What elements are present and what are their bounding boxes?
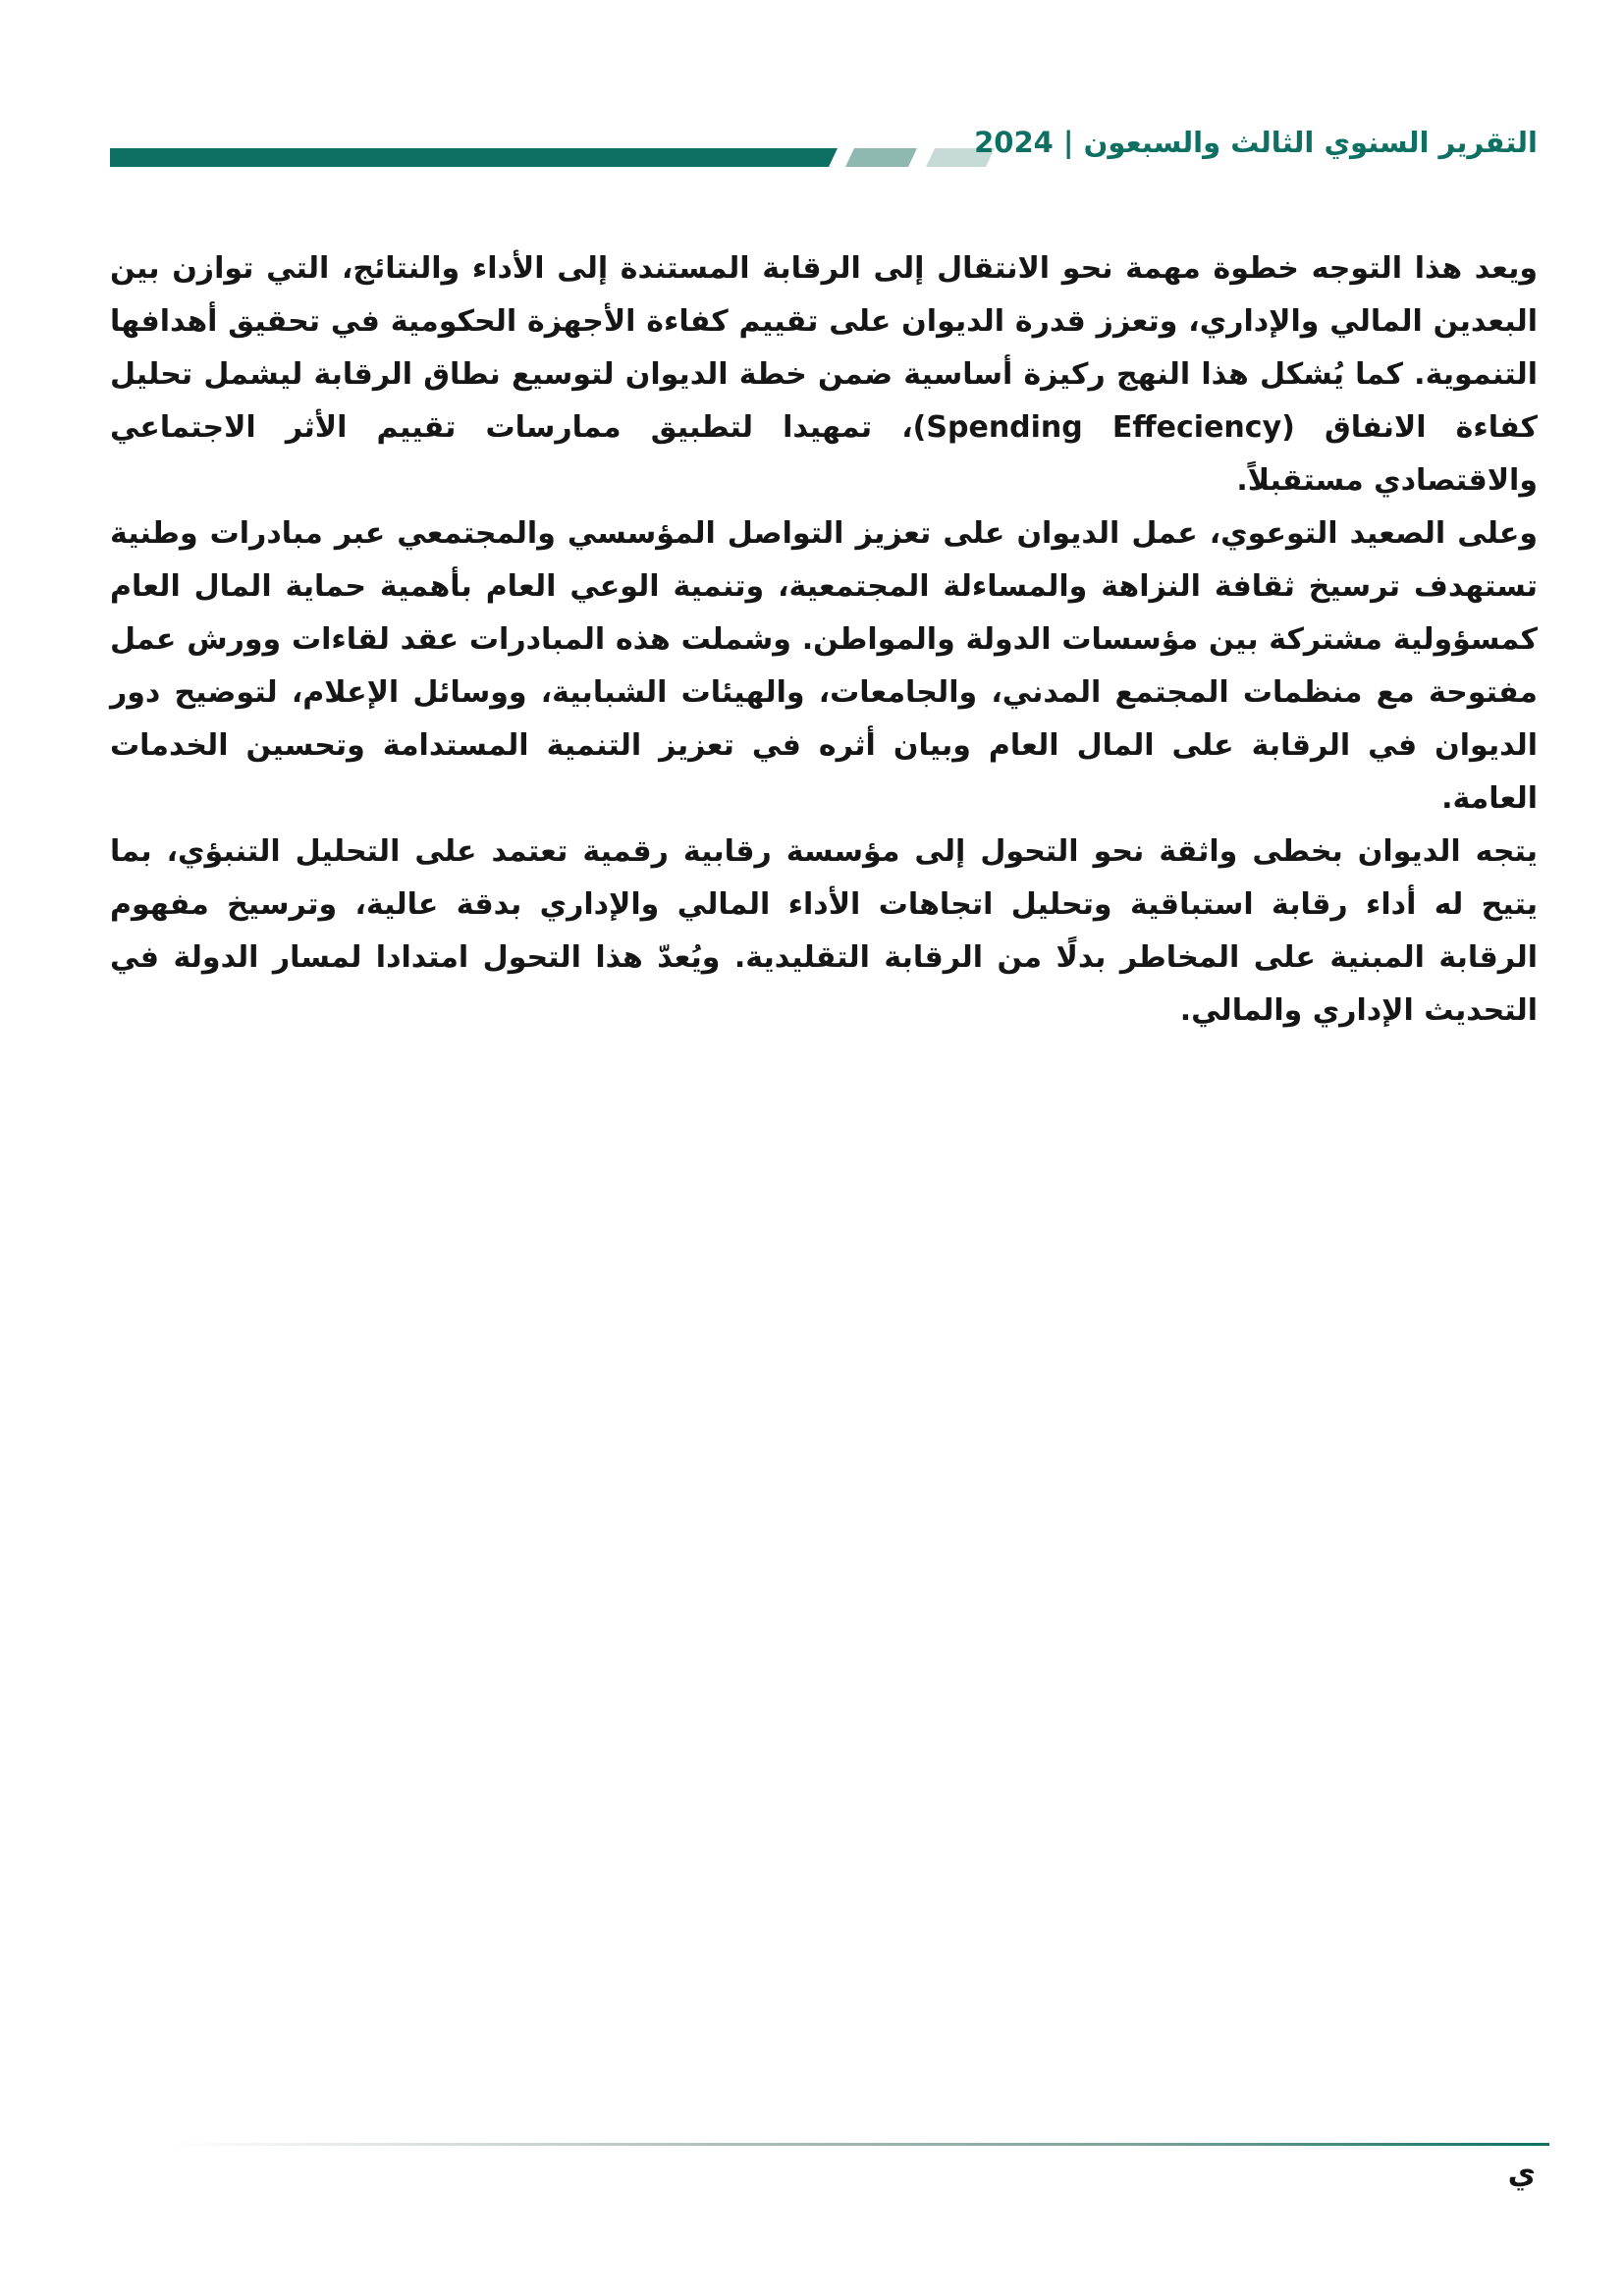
body-paragraph: وعلى الصعيد التوعوي، عمل الديوان على تعزيز التواصل المؤسسي والمجتمعي عبر مبادرات وطنية تستهدف ترسيخ ثقافة النزاهة والمساءلة المجتمعية، وتنمية الوعي العام بأهمية حماية المال العام كمسؤولية مشتركة بين مؤسسات الدولة والمواطن. وشملت هذه المبادرات عقد لقاءات وورش عمل مفتوحة مع منظمات المجتمع المدني، والجامعات، والهيئات الشبابية، ووسائل الإعلام، لتوضيح دور الديوان في الرقابة على المال العام وبيان أثره في تعزيز التنمية المستدامة وتحسين الخدمات العامة. — [110, 516, 1538, 816]
page-number: ي — [1507, 2156, 1536, 2191]
header-accent-bar — [110, 148, 838, 167]
header-accent-segment-medium — [845, 148, 917, 167]
page-header — [0, 0, 1624, 196]
report-header-title: التقرير السنوي الثالث والسبعون | 2024 — [974, 126, 1538, 159]
report-body — [110, 242, 1538, 1038]
body-paragraph: يتجه الديوان بخطى واثقة نحو التحول إلى مؤسسة رقابية رقمية تعتمد على التحليل التنبؤي، بما يتيح له أداء رقابة استباقية وتحليل اتجاهات الأداء المالي والإداري بدقة عالية، وترسيخ مفهوم الرقابة المبنية على المخاطر بدلًا من الرقابة التقليدية. ويُعدّ هذا التحول امتدادا لمسار الدولة في التحديث الإداري والمالي. — [110, 834, 1538, 1028]
footer-divider — [167, 2143, 1549, 2146]
body-paragraph: ويعد هذا التوجه خطوة مهمة نحو الانتقال إلى الرقابة المستندة إلى الأداء والنتائج، التي توازن بين البعدين المالي والإداري، وتعزز قدرة الديوان على تقييم كفاءة الأجهزة الحكومية في تحقيق أهدافها التنموية. كما يُشكل هذا النهج ركيزة أساسية ضمن خطة الديوان لتوسيع نطاق الرقابة ليشمل تحليل كفاءة الانفاق (Spending Effeciency)، تمهيدا لتطبيق ممارسات تقييم الأثر الاجتماعي والاقتصادي مستقبلاً. — [110, 251, 1538, 498]
